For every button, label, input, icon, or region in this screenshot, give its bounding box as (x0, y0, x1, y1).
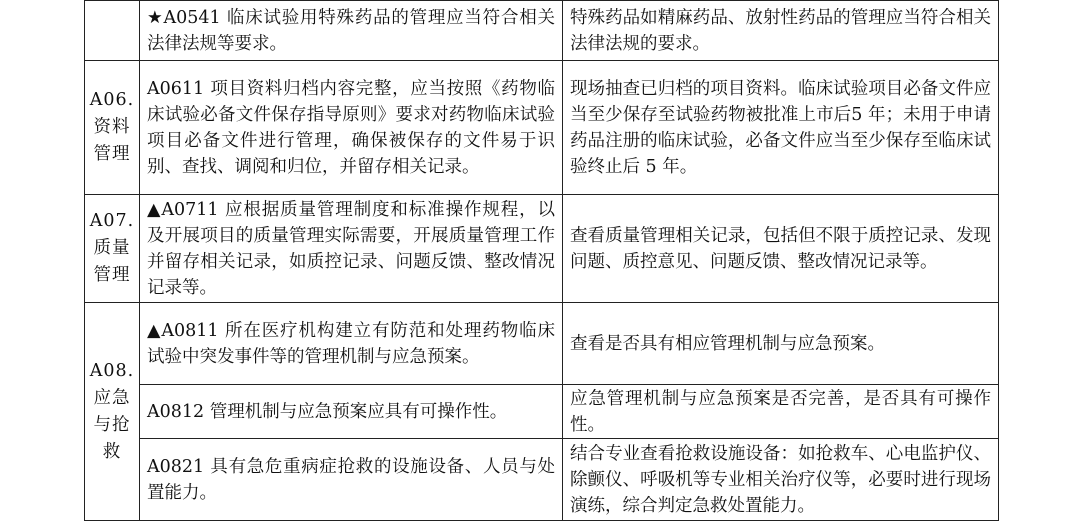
table-row (85, 385, 999, 439)
table-row (85, 1, 999, 61)
method-cell: 特殊药品如精麻药品、放射性药品的管理应当符合相关法律法规的要求。 (563, 1, 999, 61)
method-cell: 应急管理机制与应急预案是否完善，是否具有可操作性。 (563, 385, 999, 439)
requirement-cell: ▲A0711 应根据质量管理制度和标准操作规程，以及开展项目的质量管理实际需要，开展质量管理工作并留存相关记录，如质控记录、问题反馈、整改情况记录等。 (140, 195, 563, 303)
category-cell: A06. 资料管理 (85, 61, 140, 195)
table-row (85, 195, 999, 303)
method-cell: 结合专业查看抢救设施设备：如抢救车、心电监护仪、除颤仪、呼吸机等专业相关治疗仪等，必要时进行现场演练，综合判定急救处置能力。 (563, 439, 999, 521)
table-row (85, 61, 999, 195)
category-cell: A08. 应急与抢救 (85, 303, 140, 521)
table-row (85, 439, 999, 521)
category-cell: A07. 质量管理 (85, 195, 140, 303)
requirement-cell: A0812 管理机制与应急预案应具有可操作性。 (140, 385, 563, 439)
method-cell: 查看质量管理相关记录，包括但不限于质控记录、发现问题、质控意见、问题反馈、整改情况记录等。 (563, 195, 999, 303)
requirement-cell: ▲A0811 所在医疗机构建立有防范和处理药物临床试验中突发事件等的管理机制与应急预案。 (140, 303, 563, 385)
requirement-cell: A0821 具有急危重病症抢救的设施设备、人员与处置能力。 (140, 439, 563, 521)
criteria-table (84, 0, 999, 521)
requirement-cell: ★A0541 临床试验用特殊药品的管理应当符合相关法律法规等要求。 (140, 1, 563, 61)
category-cell-empty (85, 1, 140, 61)
method-cell: 查看是否具有相应管理机制与应急预案。 (563, 303, 999, 385)
requirement-cell: A0611 项目资料归档内容完整，应当按照《药物临床试验必备文件保存指导原则》要求对药物临床试验项目必备文件进行管理，确保被保存的文件易于识别、查找、调阅和归位，并留存相关记录。 (140, 61, 563, 195)
method-cell: 现场抽查已归档的项目资料。临床试验项目必备文件应当至少保存至试验药物被批准上市后5 年；未用于申请药品注册的临床试验，必备文件应当至少保存至临床试验终止后 5 年。 (563, 61, 999, 195)
table-row (85, 303, 999, 385)
criteria-table-container (84, 0, 998, 522)
